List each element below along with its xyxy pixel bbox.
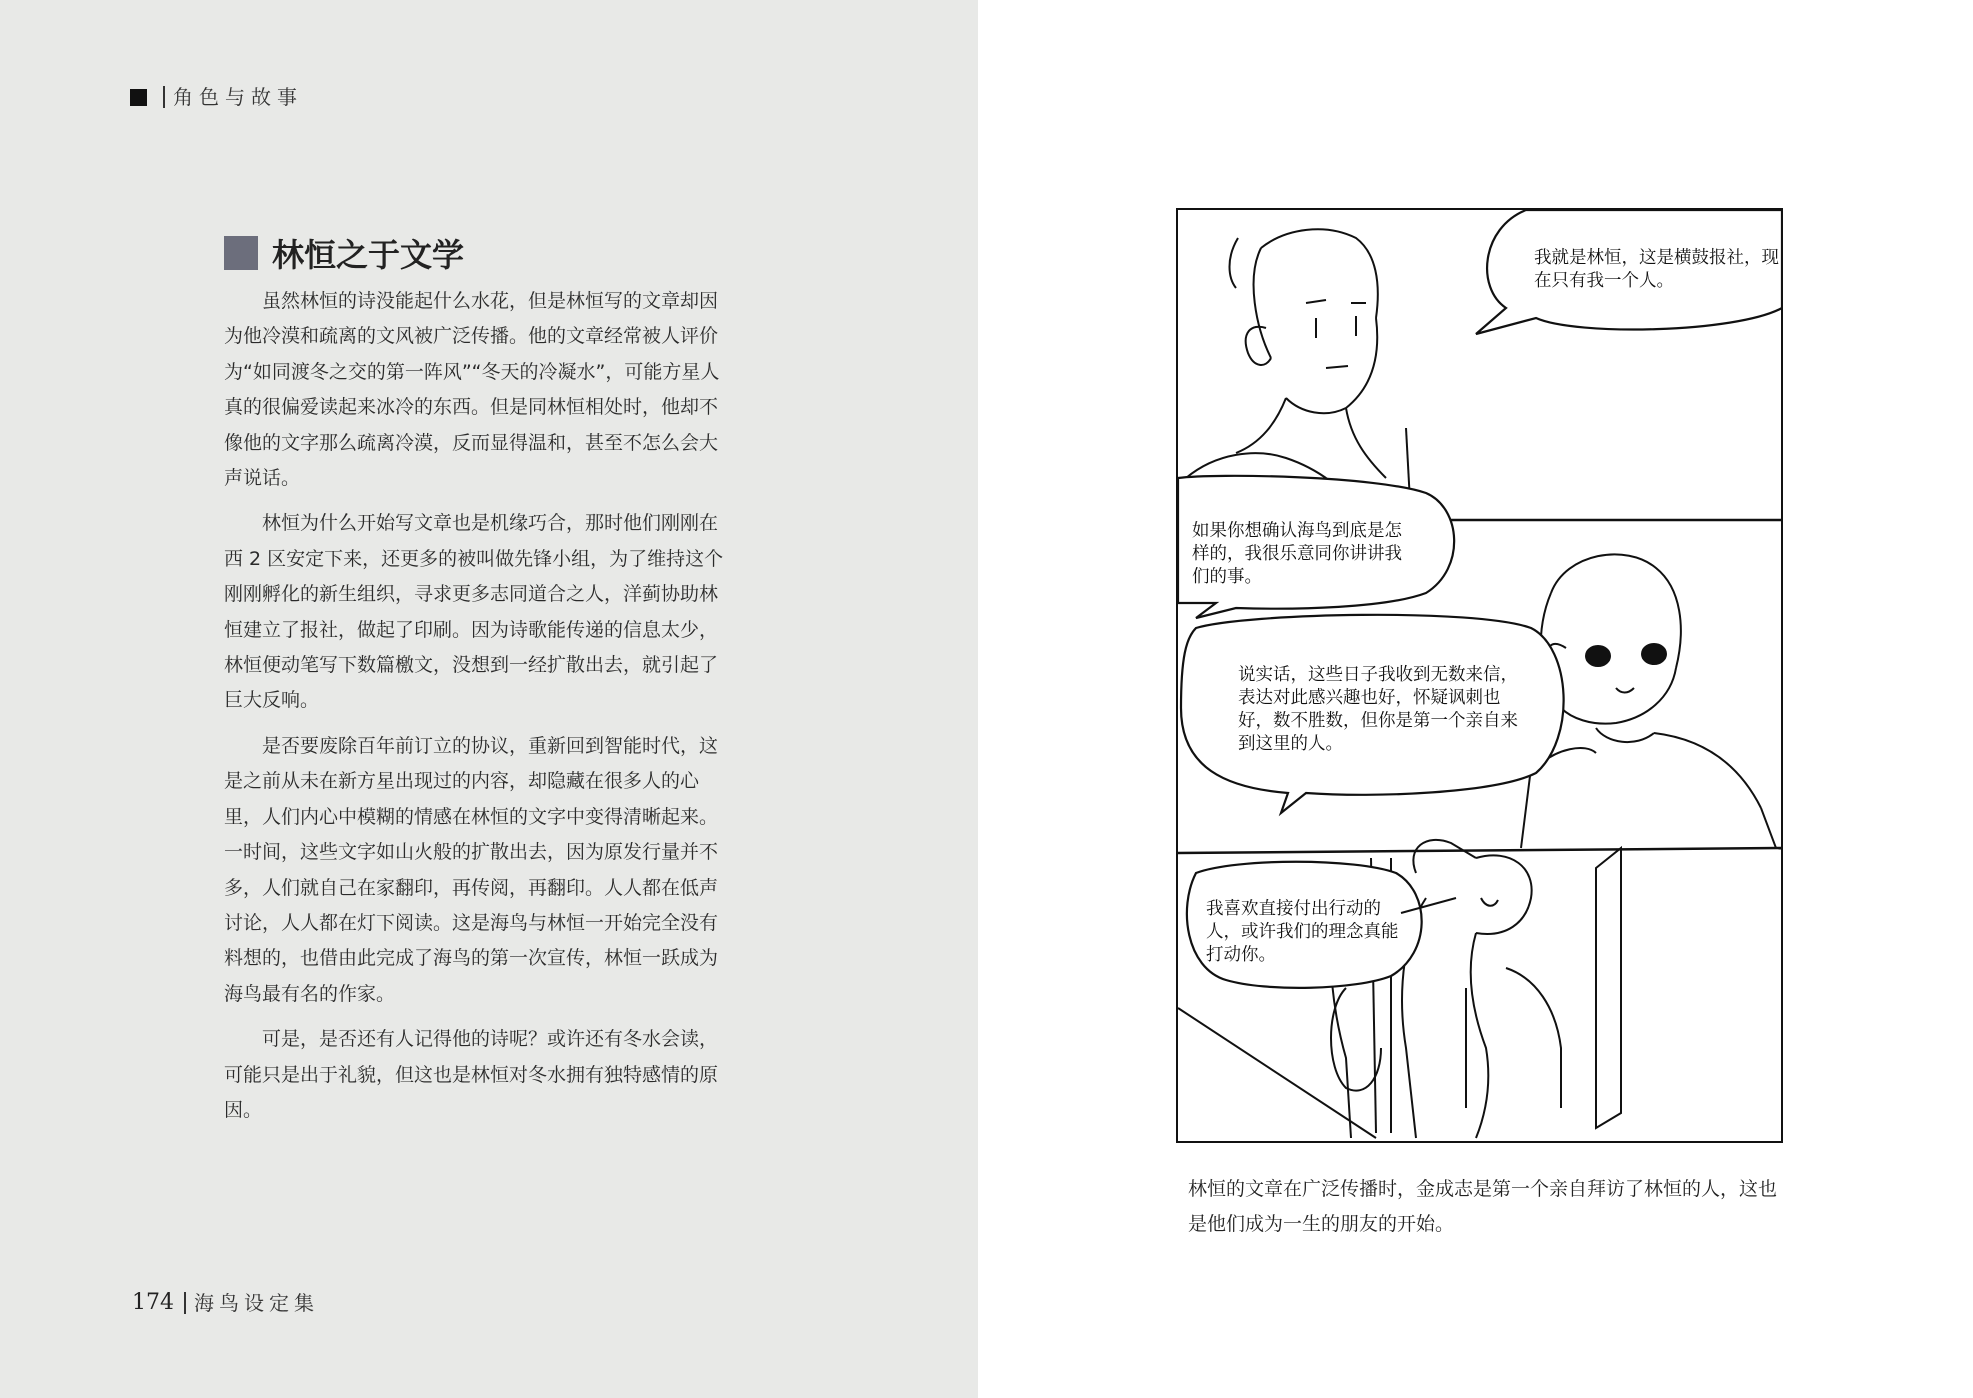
header-marker-square: [130, 89, 147, 106]
speech-bubble-text: 我就是林恒，这是横鼓报社，现在只有我一个人。: [1534, 248, 1779, 291]
page-footer: [132, 1290, 319, 1315]
section-heading: [224, 230, 464, 276]
body-text: [224, 284, 729, 1138]
left-page: [0, 0, 978, 1398]
paragraph: 虽然林恒的诗没能起什么水花，但是林恒写的文章却因为他冷漠和疏离的文风被广泛传播。他的文章经常被人评价为“如同渡冬之交的第一阵风”“冬天的冷凝水”，可能方星人真的很偏爱读起来冰冷的东西。但是同林恒相处时，他却不像他的文字那么疏离冷漠，反而显得温和，甚至不怎么会大声说话。: [224, 290, 720, 490]
running-header: [130, 82, 303, 112]
speech-bubble-text: 如果你想确认海鸟到底是怎样的，我很乐意同你讲讲我们的事。: [1192, 521, 1402, 587]
comic-caption: 林恒的文章在广泛传播时，金成志是第一个亲自拜访了林恒的人，这也是他们成为一生的朋友的开始。: [1188, 1178, 1778, 1235]
paragraph: 是否要废除百年前订立的协议，重新回到智能时代，这是之前从未在新方星出现过的内容，却隐藏在很多人的心里，人们内心中模糊的情感在林恒的文字中变得清晰起来。一时间，这些文字如山火般的扩散出去，因为原发行量并不多，人们就自己在家翻印，再传阅，再翻印。人人都在低声讨论，人人都在灯下阅读。这是海鸟与林恒一开始完全没有料想的，也借由此完成了海鸟的第一次宣传，林恒一跃成为海鸟最有名的作家。: [224, 734, 719, 1005]
section-marker-square: [224, 236, 258, 270]
paragraph: 林恒为什么开始写文章也是机缘巧合，那时他们刚刚在西 2 区安定下来，还更多的被叫做先锋小组，为了维持这个刚刚孵化的新生组织，寻求更多志同道合之人，洋蓟协助林恒建立了报社，做起了印刷。因为诗歌能传递的信息太少，林恒便动笔写下数篇檄文，没想到一经扩散出去，就引起了巨大反响。: [224, 512, 724, 712]
page-number: 174: [132, 1290, 174, 1315]
section-title: 林恒之于文学: [272, 236, 465, 274]
header-section-label: 角色与故事: [163, 86, 303, 108]
book-title: 海鸟设定集: [184, 1292, 319, 1314]
speech-bubble-text: 说实话，这些日子我收到无数来信，表达对此感兴趣也好，怀疑讽刺也好，数不胜数，但你是第一个亲自来到这里的人。: [1238, 665, 1518, 754]
speech-bubble-text: 我喜欢直接付出行动的人，或许我们的理念真能打动你。: [1206, 899, 1399, 965]
paragraph: 可是，是否还有人记得他的诗呢？或许还有冬水会读，可能只是出于礼貌，但这也是林恒对冬水拥有独特感情的原因。: [224, 1028, 719, 1121]
